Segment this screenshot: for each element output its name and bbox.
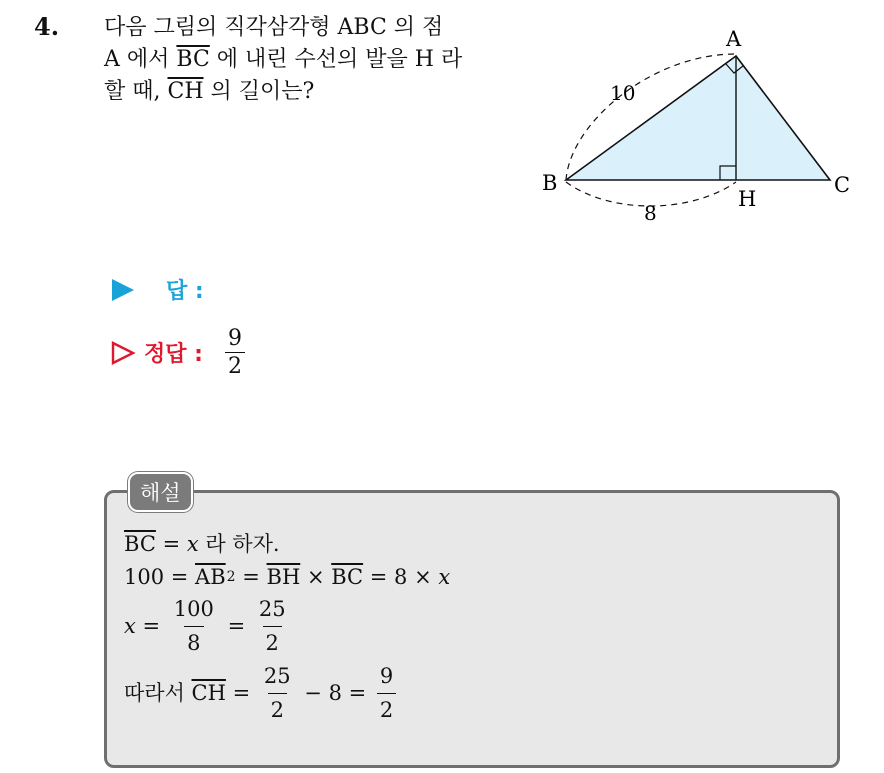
label-b: B <box>542 171 558 195</box>
fraction-denominator: 2 <box>268 693 287 726</box>
explanation-text: 라 하자. <box>198 531 280 556</box>
question-number: 4. <box>34 12 60 41</box>
fraction-9-over-2 <box>377 661 396 726</box>
equals-sign: = <box>225 680 257 705</box>
fraction-25-over-2 <box>256 594 289 659</box>
variable-x: x <box>186 531 199 556</box>
label-a: A <box>726 27 742 51</box>
exponent: 2 <box>226 568 236 585</box>
explanation-content <box>124 528 450 728</box>
fraction-100-over-8 <box>171 594 217 659</box>
question-text-part: 의 길이는? <box>203 79 315 104</box>
equals-sign: = <box>155 531 187 556</box>
equals-sign: = <box>135 613 167 638</box>
explanation-line-4 <box>124 658 450 728</box>
correct-answer-fraction <box>225 326 245 379</box>
question-line-2 <box>104 44 524 76</box>
fraction-25-over-2 <box>261 661 294 726</box>
label-c: C <box>834 173 851 197</box>
segment-bc: $\overline{BC}$ <box>176 47 210 72</box>
segment-ch: $\overline{CH}$ <box>167 79 204 104</box>
explanation-line-1 <box>124 528 450 560</box>
answer-label: 답 : <box>166 279 204 304</box>
question-text-part: 할 때, <box>104 79 168 104</box>
explanation-text: = 8 × <box>363 564 439 589</box>
segment-bc: $\overline{BC}$ <box>124 531 156 556</box>
fraction-denominator: 2 <box>377 693 396 726</box>
fraction-numerator: 25 <box>263 663 291 688</box>
question-line-3 <box>104 76 524 108</box>
fraction-numerator: 25 <box>258 596 286 621</box>
play-triangle-icon <box>110 277 136 303</box>
correct-answer-label: 정답 : <box>144 342 203 367</box>
explanation-tag: 해설 <box>128 472 193 512</box>
explanation-line-3 <box>124 594 450 658</box>
segment-ab: $\overline{AB}$ <box>195 564 226 589</box>
fraction-denominator: 8 <box>184 626 203 659</box>
variable-x: x <box>438 564 451 589</box>
variable-x: x <box>124 613 136 638</box>
explanation-line-2 <box>124 560 450 594</box>
explanation-text: 따라서 <box>124 680 192 705</box>
question-text <box>104 12 524 108</box>
answer-row <box>110 274 204 305</box>
length-ab: 10 <box>610 81 636 105</box>
question-text-part: A 에서 <box>104 47 177 72</box>
segment-bh: $\overline{BH}$ <box>266 564 301 589</box>
explanation-text: × <box>300 564 332 589</box>
explanation-text: = <box>235 564 267 589</box>
triangle-figure <box>530 24 860 224</box>
length-bh: 8 <box>644 201 657 224</box>
explanation-text: − 8 = <box>297 680 373 705</box>
question-text-part: 에 내린 수선의 발을 H 라 <box>209 47 463 72</box>
explanation-text: 100 = <box>124 564 196 589</box>
fraction-numerator: 9 <box>379 663 394 688</box>
segment-bc: $\overline{BC}$ <box>331 564 364 589</box>
label-h: H <box>738 187 757 211</box>
segment-ch: $\overline{CH}$ <box>191 680 226 705</box>
equals-sign: = <box>220 613 252 638</box>
fraction-denominator: 2 <box>263 626 282 659</box>
fraction-numerator: 100 <box>173 596 214 621</box>
question-line-1: 다음 그림의 직각삼각형 ABC 의 점 <box>104 15 444 40</box>
triangle-abc <box>566 56 830 180</box>
outline-triangle-icon <box>110 340 136 366</box>
correct-answer-row <box>110 326 249 379</box>
fraction-denominator: 2 <box>225 352 245 379</box>
fraction-numerator: 9 <box>227 326 242 351</box>
